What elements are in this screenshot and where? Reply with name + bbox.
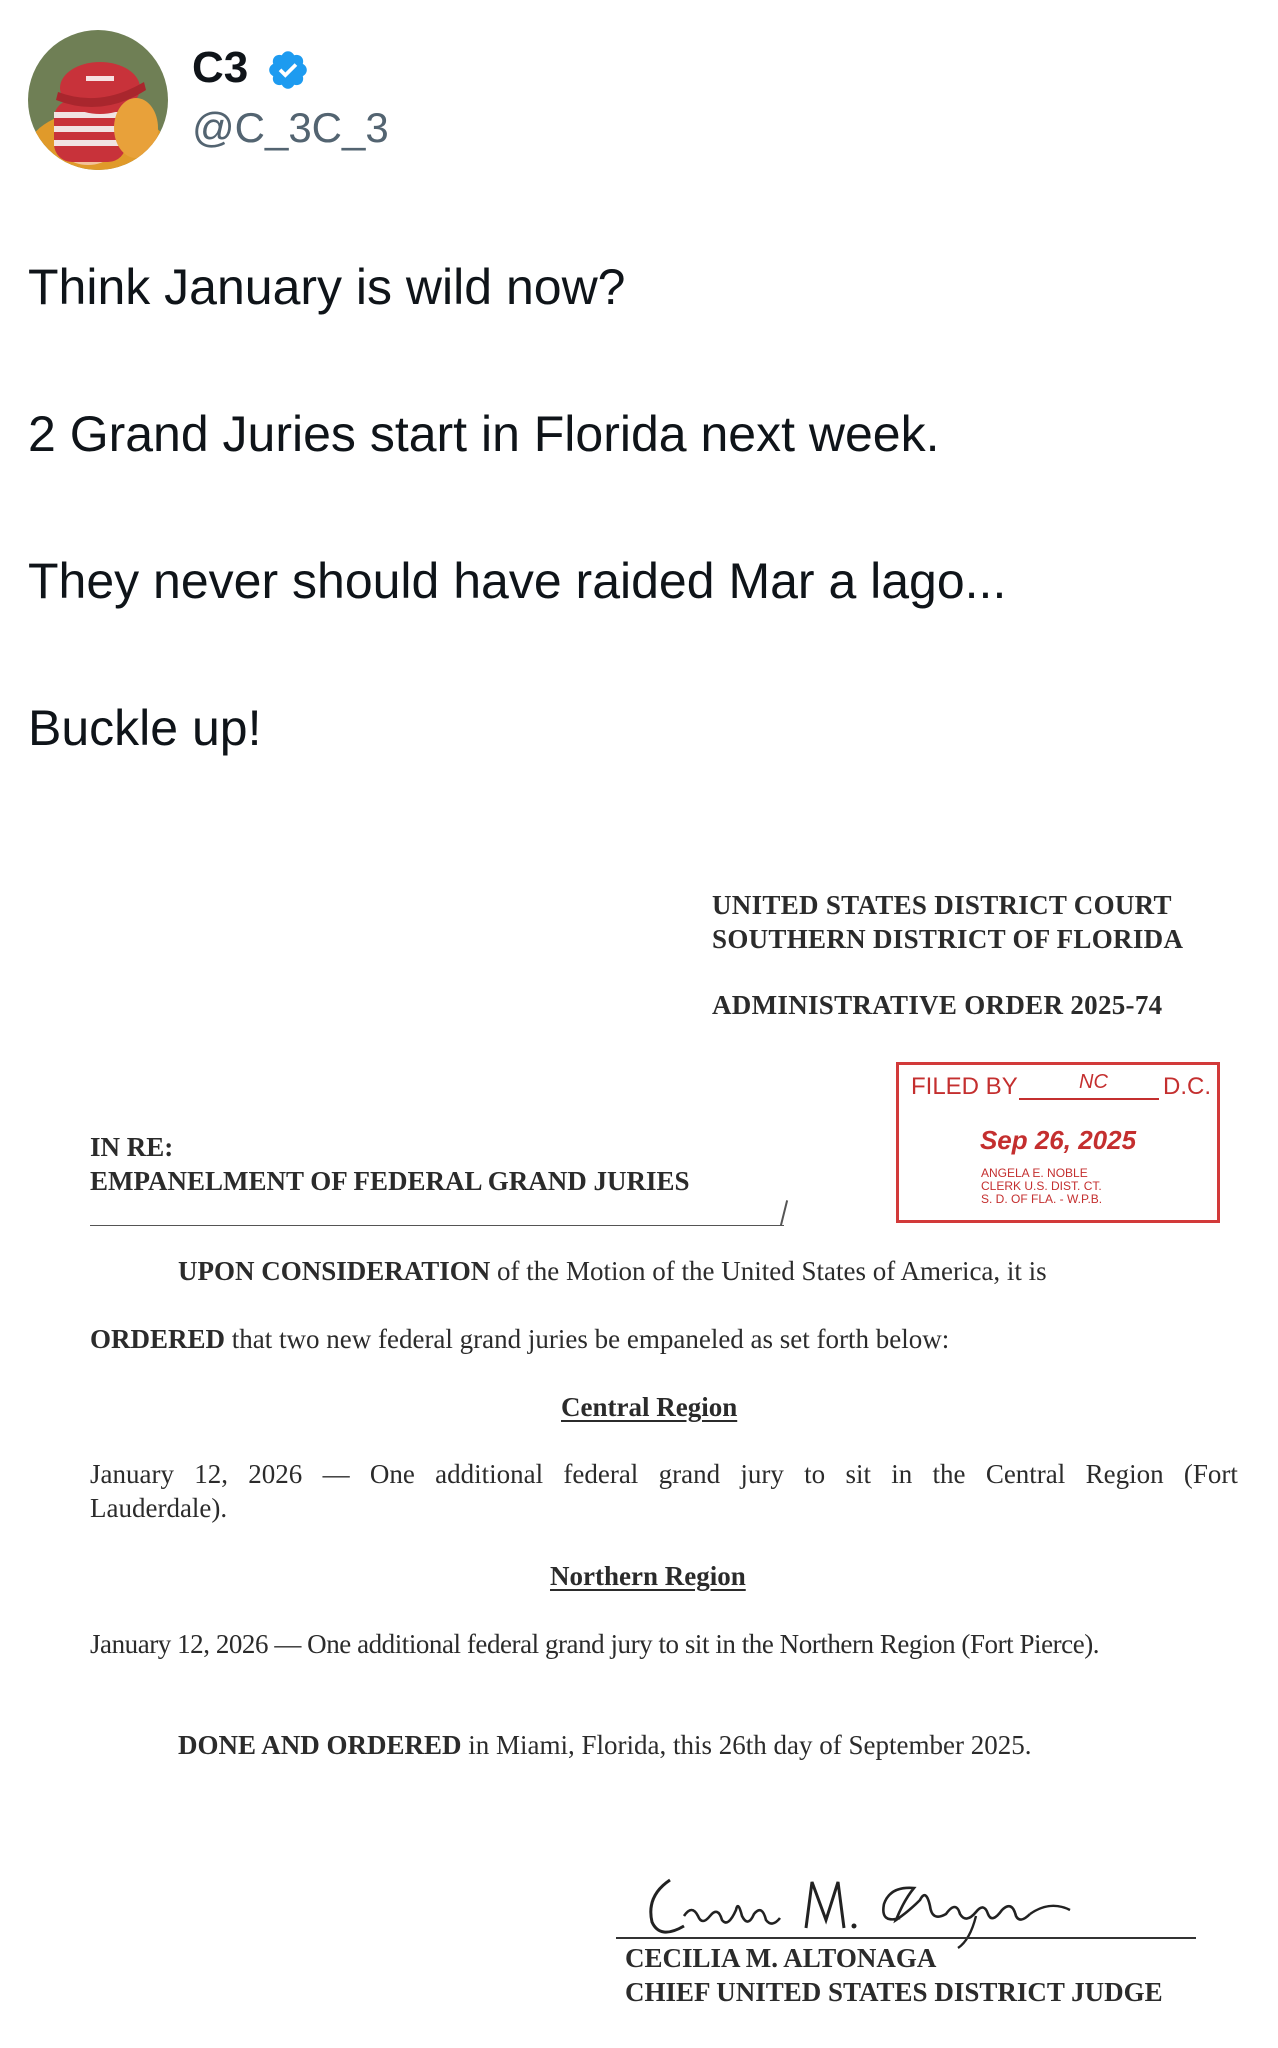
central-word: to (804, 1459, 826, 1489)
central-word: the (932, 1459, 966, 1489)
northern-region-text: January 12, 2026 — One additional federal grand jury to sit in the Northern Region (Fort Pierce). (90, 1629, 1100, 1659)
avatar-image (28, 30, 168, 170)
consideration-paragraph (178, 1254, 1047, 1288)
tweet-text-line-2: 2 Grand Juries start in Florida next week. (28, 406, 940, 462)
ordered-lead: ORDERED (90, 1324, 226, 1354)
central-word: jury (740, 1459, 784, 1489)
done-lead: DONE AND ORDERED (178, 1730, 462, 1760)
central-region-line-2: Lauderdale). (90, 1493, 228, 1523)
avatar[interactable] (28, 30, 168, 170)
central-region-heading: Central Region (561, 1392, 738, 1422)
stamp-filed-by: FILED BY (911, 1073, 1018, 1100)
done-and-ordered-paragraph (178, 1728, 1031, 1762)
central-word: Central (985, 1459, 1066, 1489)
central-word: (Fort (1183, 1459, 1238, 1489)
tweet-text-line-1: Think January is wild now? (28, 259, 626, 315)
ordered-paragraph (90, 1322, 949, 1356)
tweet-text-line-3: They never should have raided Mar a lago... (28, 553, 1007, 609)
northern-region-heading: Northern Region (550, 1561, 746, 1591)
court-name-line: UNITED STATES DISTRICT COURT (712, 890, 1172, 920)
stamp-clerk-line-1: ANGELA E. NOBLE (981, 1166, 1088, 1180)
stamp-clerk-line-3: S. D. OF FLA. - W.P.B. (981, 1192, 1103, 1206)
user-handle[interactable]: @C_3C_3 (192, 104, 389, 151)
central-word: — (322, 1459, 350, 1489)
central-word: Region (1085, 1459, 1164, 1489)
stamp-date: Sep 26, 2025 (979, 1125, 1137, 1155)
court-order-image[interactable] (0, 860, 1278, 2048)
order-number: ADMINISTRATIVE ORDER 2025-74 (712, 990, 1163, 1020)
caption-slash (780, 1200, 788, 1226)
central-region-line-1 (90, 1457, 1238, 1491)
central-word: 2026 (248, 1459, 303, 1489)
central-word: additional (435, 1459, 544, 1489)
stamp-clerk-block (981, 1167, 1102, 1206)
court-district-line: SOUTHERN DISTRICT OF FLORIDA (712, 924, 1184, 954)
central-word: federal (563, 1459, 639, 1489)
consideration-rest: of the Motion of the United States of America, it is (490, 1256, 1047, 1286)
central-word: in (891, 1459, 913, 1489)
stamp-dc: D.C. (1163, 1073, 1211, 1100)
filing-stamp (896, 1062, 1220, 1223)
central-word: 12, (194, 1459, 228, 1489)
stamp-blank-line (1019, 1098, 1159, 1100)
in-re-label: IN RE: (90, 1132, 174, 1162)
central-word: One (369, 1459, 415, 1489)
in-re-subject: EMPANELMENT OF FEDERAL GRAND JURIES (90, 1166, 690, 1196)
ordered-rest: that two new federal grand juries be empaneled as set forth below: (225, 1324, 950, 1354)
judge-title: CHIEF UNITED STATES DISTRICT JUDGE (625, 1977, 1163, 2007)
central-word: sit (845, 1459, 871, 1489)
stamp-clerk-line-2: CLERK U.S. DIST. CT. (981, 1179, 1102, 1193)
done-rest: in Miami, Florida, this 26th day of September 2025. (461, 1730, 1032, 1760)
consideration-lead: UPON CONSIDERATION (178, 1256, 491, 1286)
caption-rule (90, 1225, 784, 1226)
central-word: grand (658, 1459, 721, 1489)
stamp-initials: NC (1079, 1071, 1108, 1093)
judge-name: CECILIA M. ALTONAGA (625, 1943, 937, 1973)
display-name[interactable]: C3 (192, 43, 249, 92)
central-word: January (90, 1459, 174, 1489)
tweet-text-line-4: Buckle up! (28, 700, 262, 756)
verified-badge-icon (266, 48, 310, 92)
signature-rule (616, 1937, 1196, 1939)
